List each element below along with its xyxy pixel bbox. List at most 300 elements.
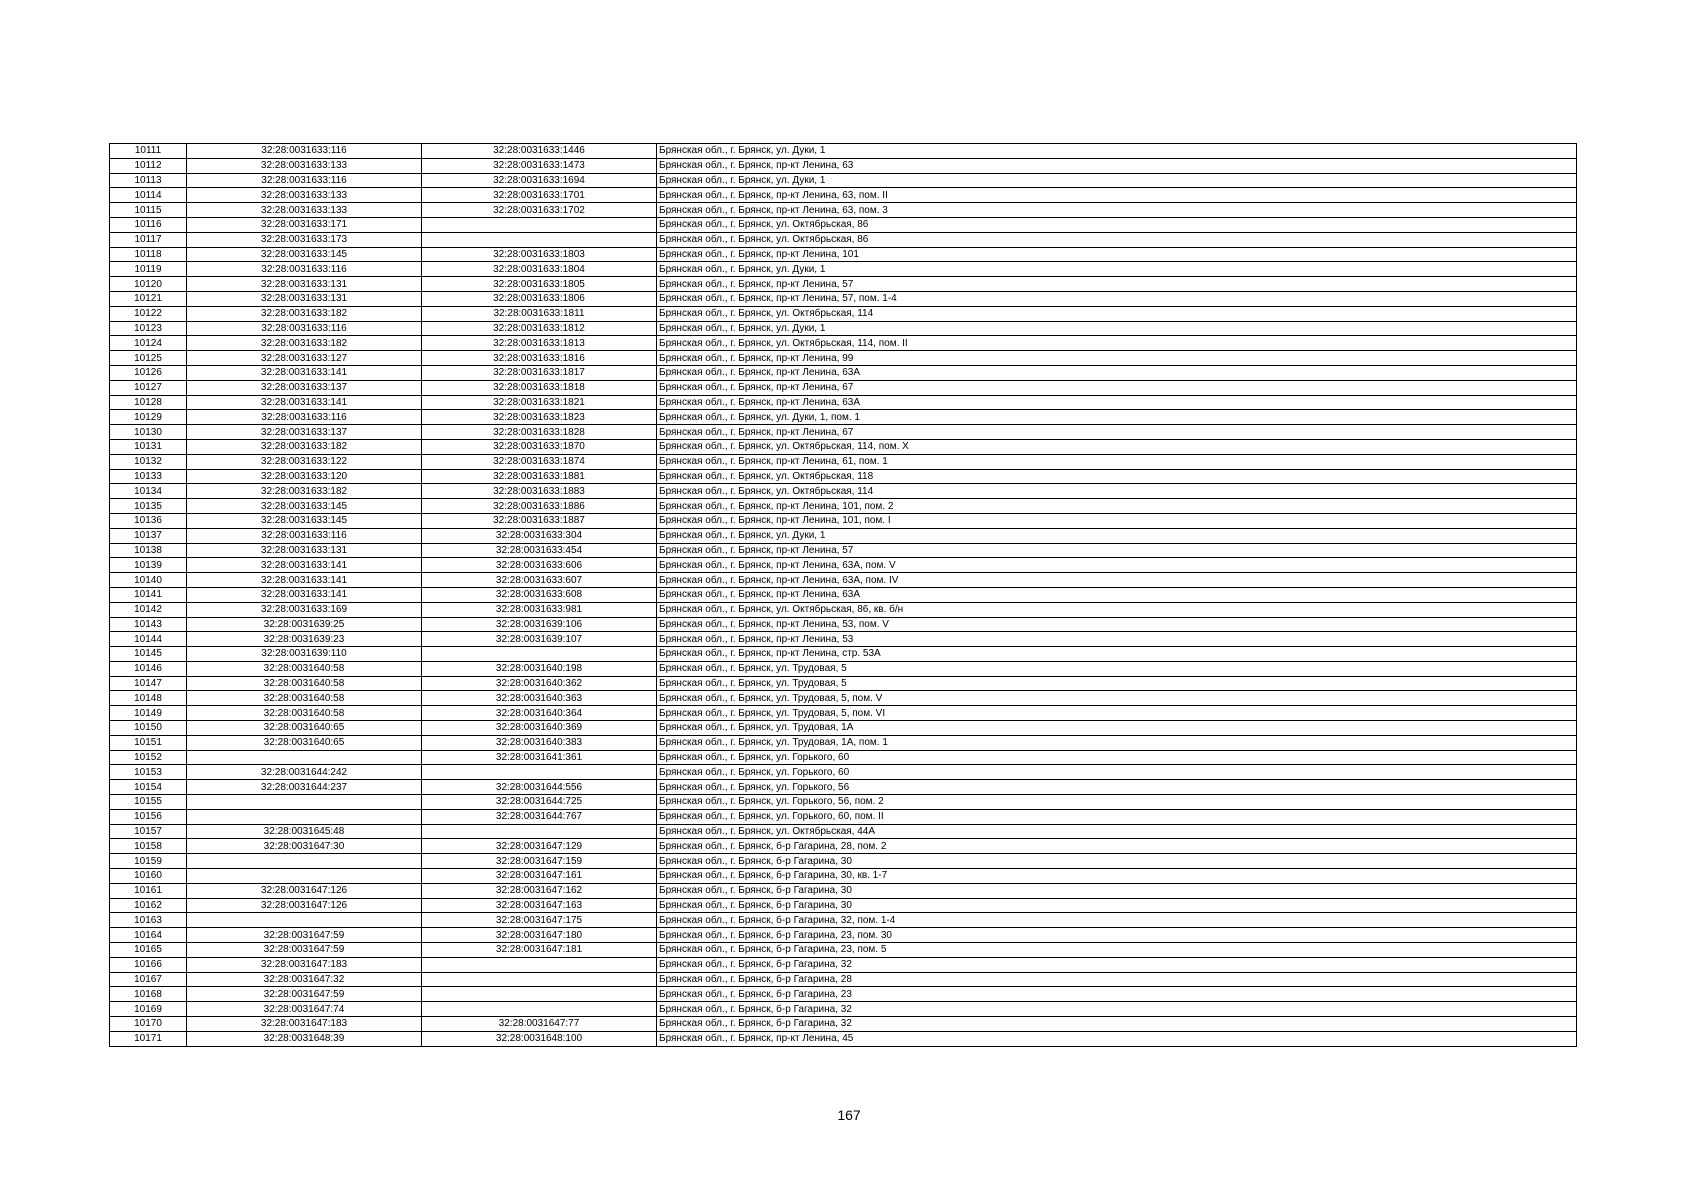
- registry-table-body: [110, 144, 1577, 1047]
- row-number-cell: 10139: [110, 558, 187, 573]
- parcel-cadastral-number-cell: 32:28:0031633:133: [187, 188, 422, 203]
- table-row: [110, 617, 1577, 632]
- address-cell: Брянская обл., г. Брянск, ул. Октябрьская, 86, кв. б/н: [657, 602, 1577, 617]
- row-number-cell: 10126: [110, 365, 187, 380]
- address-cell: Брянская обл., г. Брянск, ул. Октябрьская, 118: [657, 469, 1577, 484]
- address-cell: Брянская обл., г. Брянск, пр-кт Ленина, 63: [657, 158, 1577, 173]
- parcel-cadastral-number-cell: 32:28:0031633:133: [187, 158, 422, 173]
- address-cell: Брянская обл., г. Брянск, пр-кт Ленина, 63А: [657, 587, 1577, 602]
- object-cadastral-number-cell: 32:28:0031647:162: [422, 883, 657, 898]
- row-number-cell: 10132: [110, 454, 187, 469]
- address-cell: Брянская обл., г. Брянск, ул. Трудовая, 5: [657, 661, 1577, 676]
- object-cadastral-number-cell: 32:28:0031633:1881: [422, 469, 657, 484]
- object-cadastral-number-cell: 32:28:0031639:107: [422, 632, 657, 647]
- table-row: [110, 484, 1577, 499]
- parcel-cadastral-number-cell: 32:28:0031633:141: [187, 587, 422, 602]
- table-row: [110, 854, 1577, 869]
- address-cell: Брянская обл., г. Брянск, ул. Октябрьская, 86: [657, 232, 1577, 247]
- row-number-cell: 10165: [110, 943, 187, 958]
- address-cell: Брянская обл., г. Брянск, б-р Гагарина, 30, кв. 1-7: [657, 869, 1577, 884]
- parcel-cadastral-number-cell: 32:28:0031633:171: [187, 217, 422, 232]
- parcel-cadastral-number-cell: [187, 795, 422, 810]
- table-row: [110, 647, 1577, 662]
- row-number-cell: 10136: [110, 513, 187, 528]
- parcel-cadastral-number-cell: [187, 869, 422, 884]
- table-row: [110, 928, 1577, 943]
- row-number-cell: 10114: [110, 188, 187, 203]
- object-cadastral-number-cell: [422, 987, 657, 1002]
- table-row: [110, 602, 1577, 617]
- object-cadastral-number-cell: 32:28:0031633:1816: [422, 351, 657, 366]
- row-number-cell: 10112: [110, 158, 187, 173]
- object-cadastral-number-cell: 32:28:0031647:161: [422, 869, 657, 884]
- object-cadastral-number-cell: [422, 824, 657, 839]
- page-number: 167: [837, 1107, 861, 1123]
- table-row: [110, 765, 1577, 780]
- address-cell: Брянская обл., г. Брянск, б-р Гагарина, 32: [657, 957, 1577, 972]
- row-number-cell: 10138: [110, 543, 187, 558]
- object-cadastral-number-cell: 32:28:0031633:1804: [422, 262, 657, 277]
- address-cell: Брянская обл., г. Брянск, ул. Горького, 60, пом. II: [657, 809, 1577, 824]
- row-number-cell: 10116: [110, 217, 187, 232]
- object-cadastral-number-cell: 32:28:0031647:181: [422, 943, 657, 958]
- row-number-cell: 10137: [110, 528, 187, 543]
- table-row: [110, 203, 1577, 218]
- parcel-cadastral-number-cell: 32:28:0031633:141: [187, 558, 422, 573]
- object-cadastral-number-cell: [422, 972, 657, 987]
- object-cadastral-number-cell: 32:28:0031647:159: [422, 854, 657, 869]
- row-number-cell: 10142: [110, 602, 187, 617]
- row-number-cell: 10163: [110, 913, 187, 928]
- row-number-cell: 10158: [110, 839, 187, 854]
- address-cell: Брянская обл., г. Брянск, пр-кт Ленина, стр. 53А: [657, 647, 1577, 662]
- parcel-cadastral-number-cell: 32:28:0031633:141: [187, 395, 422, 410]
- row-number-cell: 10131: [110, 439, 187, 454]
- address-cell: Брянская обл., г. Брянск, пр-кт Ленина, 67: [657, 425, 1577, 440]
- object-cadastral-number-cell: 32:28:0031633:1818: [422, 380, 657, 395]
- table-row: [110, 809, 1577, 824]
- row-number-cell: 10118: [110, 247, 187, 262]
- object-cadastral-number-cell: 32:28:0031633:1883: [422, 484, 657, 499]
- object-cadastral-number-cell: 32:28:0031641:361: [422, 750, 657, 765]
- row-number-cell: 10151: [110, 735, 187, 750]
- object-cadastral-number-cell: 32:28:0031633:1446: [422, 144, 657, 159]
- row-number-cell: 10145: [110, 647, 187, 662]
- table-row: [110, 395, 1577, 410]
- object-cadastral-number-cell: 32:28:0031633:981: [422, 602, 657, 617]
- parcel-cadastral-number-cell: 32:28:0031640:58: [187, 661, 422, 676]
- table-row: [110, 144, 1577, 159]
- address-cell: Брянская обл., г. Брянск, пр-кт Ленина, 101: [657, 247, 1577, 262]
- row-number-cell: 10121: [110, 291, 187, 306]
- object-cadastral-number-cell: 32:28:0031647:180: [422, 928, 657, 943]
- row-number-cell: 10156: [110, 809, 187, 824]
- address-cell: Брянская обл., г. Брянск, пр-кт Ленина, 63А, пом. V: [657, 558, 1577, 573]
- row-number-cell: 10153: [110, 765, 187, 780]
- address-cell: Брянская обл., г. Брянск, пр-кт Ленина, 61, пом. 1: [657, 454, 1577, 469]
- row-number-cell: 10152: [110, 750, 187, 765]
- object-cadastral-number-cell: [422, 1002, 657, 1017]
- row-number-cell: 10115: [110, 203, 187, 218]
- object-cadastral-number-cell: 32:28:0031633:606: [422, 558, 657, 573]
- row-number-cell: 10127: [110, 380, 187, 395]
- parcel-cadastral-number-cell: 32:28:0031633:116: [187, 410, 422, 425]
- object-cadastral-number-cell: 32:28:0031644:556: [422, 780, 657, 795]
- address-cell: Брянская обл., г. Брянск, пр-кт Ленина, 63А: [657, 395, 1577, 410]
- table-row: [110, 1031, 1577, 1046]
- row-number-cell: 10113: [110, 173, 187, 188]
- object-cadastral-number-cell: 32:28:0031633:1473: [422, 158, 657, 173]
- table-row: [110, 173, 1577, 188]
- table-row: [110, 365, 1577, 380]
- object-cadastral-number-cell: [422, 232, 657, 247]
- parcel-cadastral-number-cell: 32:28:0031633:133: [187, 203, 422, 218]
- object-cadastral-number-cell: 32:28:0031633:1821: [422, 395, 657, 410]
- address-cell: Брянская обл., г. Брянск, пр-кт Ленина, 53, пом. V: [657, 617, 1577, 632]
- address-cell: Брянская обл., г. Брянск, ул. Октябрьская, 114, пом. II: [657, 336, 1577, 351]
- table-row: [110, 306, 1577, 321]
- row-number-cell: 10130: [110, 425, 187, 440]
- table-row: [110, 573, 1577, 588]
- row-number-cell: 10169: [110, 1002, 187, 1017]
- address-cell: Брянская обл., г. Брянск, б-р Гагарина, 30: [657, 883, 1577, 898]
- row-number-cell: 10146: [110, 661, 187, 676]
- table-row: [110, 972, 1577, 987]
- object-cadastral-number-cell: 32:28:0031633:1874: [422, 454, 657, 469]
- row-number-cell: 10170: [110, 1017, 187, 1032]
- registry-table: [109, 143, 1577, 1047]
- parcel-cadastral-number-cell: 32:28:0031633:182: [187, 336, 422, 351]
- address-cell: Брянская обл., г. Брянск, ул. Трудовая, 5, пом. VI: [657, 706, 1577, 721]
- table-row: [110, 869, 1577, 884]
- parcel-cadastral-number-cell: 32:28:0031633:116: [187, 321, 422, 336]
- object-cadastral-number-cell: [422, 765, 657, 780]
- row-number-cell: 10117: [110, 232, 187, 247]
- parcel-cadastral-number-cell: 32:28:0031644:242: [187, 765, 422, 780]
- row-number-cell: 10111: [110, 144, 187, 159]
- row-number-cell: 10133: [110, 469, 187, 484]
- row-number-cell: 10161: [110, 883, 187, 898]
- parcel-cadastral-number-cell: 32:28:0031640:58: [187, 691, 422, 706]
- table-row: [110, 780, 1577, 795]
- object-cadastral-number-cell: 32:28:0031640:198: [422, 661, 657, 676]
- parcel-cadastral-number-cell: 32:28:0031633:131: [187, 277, 422, 292]
- table-row: [110, 410, 1577, 425]
- parcel-cadastral-number-cell: 32:28:0031647:32: [187, 972, 422, 987]
- row-number-cell: 10154: [110, 780, 187, 795]
- address-cell: Брянская обл., г. Брянск, ул. Октябрьская, 114: [657, 306, 1577, 321]
- row-number-cell: 10143: [110, 617, 187, 632]
- object-cadastral-number-cell: 32:28:0031647:77: [422, 1017, 657, 1032]
- table-row: [110, 632, 1577, 647]
- table-row: [110, 957, 1577, 972]
- table-row: [110, 558, 1577, 573]
- table-row: [110, 454, 1577, 469]
- parcel-cadastral-number-cell: 32:28:0031633:145: [187, 247, 422, 262]
- table-row: [110, 336, 1577, 351]
- row-number-cell: 10124: [110, 336, 187, 351]
- parcel-cadastral-number-cell: 32:28:0031639:110: [187, 647, 422, 662]
- parcel-cadastral-number-cell: 32:28:0031647:74: [187, 1002, 422, 1017]
- object-cadastral-number-cell: 32:28:0031644:725: [422, 795, 657, 810]
- object-cadastral-number-cell: 32:28:0031633:1828: [422, 425, 657, 440]
- row-number-cell: 10167: [110, 972, 187, 987]
- address-cell: Брянская обл., г. Брянск, ул. Дуки, 1: [657, 262, 1577, 277]
- table-row: [110, 735, 1577, 750]
- table-row: [110, 425, 1577, 440]
- row-number-cell: 10149: [110, 706, 187, 721]
- address-cell: Брянская обл., г. Брянск, ул. Трудовая, 1А: [657, 721, 1577, 736]
- table-row: [110, 661, 1577, 676]
- address-cell: Брянская обл., г. Брянск, ул. Октябрьская, 86: [657, 217, 1577, 232]
- parcel-cadastral-number-cell: 32:28:0031633:141: [187, 573, 422, 588]
- parcel-cadastral-number-cell: 32:28:0031647:183: [187, 957, 422, 972]
- parcel-cadastral-number-cell: 32:28:0031647:59: [187, 987, 422, 1002]
- object-cadastral-number-cell: 32:28:0031633:1803: [422, 247, 657, 262]
- address-cell: Брянская обл., г. Брянск, пр-кт Ленина, 57: [657, 277, 1577, 292]
- address-cell: Брянская обл., г. Брянск, ул. Октябрьская, 114, пом. X: [657, 439, 1577, 454]
- address-cell: Брянская обл., г. Брянск, пр-кт Ленина, 63А, пом. IV: [657, 573, 1577, 588]
- row-number-cell: 10144: [110, 632, 187, 647]
- parcel-cadastral-number-cell: 32:28:0031633:182: [187, 439, 422, 454]
- row-number-cell: 10160: [110, 869, 187, 884]
- object-cadastral-number-cell: 32:28:0031640:362: [422, 676, 657, 691]
- address-cell: Брянская обл., г. Брянск, б-р Гагарина, 32: [657, 1017, 1577, 1032]
- address-cell: Брянская обл., г. Брянск, пр-кт Ленина, 57, пом. 1-4: [657, 291, 1577, 306]
- object-cadastral-number-cell: 32:28:0031633:1870: [422, 439, 657, 454]
- row-number-cell: 10125: [110, 351, 187, 366]
- address-cell: Брянская обл., г. Брянск, ул. Дуки, 1: [657, 173, 1577, 188]
- parcel-cadastral-number-cell: 32:28:0031647:126: [187, 883, 422, 898]
- address-cell: Брянская обл., г. Брянск, пр-кт Ленина, 63, пом. 3: [657, 203, 1577, 218]
- table-row: [110, 587, 1577, 602]
- parcel-cadastral-number-cell: 32:28:0031639:23: [187, 632, 422, 647]
- row-number-cell: 10123: [110, 321, 187, 336]
- table-row: [110, 380, 1577, 395]
- object-cadastral-number-cell: 32:28:0031633:1887: [422, 513, 657, 528]
- object-cadastral-number-cell: 32:28:0031633:1811: [422, 306, 657, 321]
- table-row: [110, 188, 1577, 203]
- parcel-cadastral-number-cell: 32:28:0031647:126: [187, 898, 422, 913]
- address-cell: Брянская обл., г. Брянск, б-р Гагарина, 23, пом. 30: [657, 928, 1577, 943]
- table-row: [110, 247, 1577, 262]
- address-cell: Брянская обл., г. Брянск, б-р Гагарина, 23, пом. 5: [657, 943, 1577, 958]
- object-cadastral-number-cell: 32:28:0031633:1806: [422, 291, 657, 306]
- object-cadastral-number-cell: 32:28:0031640:364: [422, 706, 657, 721]
- address-cell: Брянская обл., г. Брянск, ул. Октябрьская, 114: [657, 484, 1577, 499]
- table-row: [110, 987, 1577, 1002]
- table-row: [110, 883, 1577, 898]
- parcel-cadastral-number-cell: 32:28:0031647:30: [187, 839, 422, 854]
- address-cell: Брянская обл., г. Брянск, б-р Гагарина, 28: [657, 972, 1577, 987]
- row-number-cell: 10168: [110, 987, 187, 1002]
- row-number-cell: 10166: [110, 957, 187, 972]
- registry-table-wrapper: [109, 143, 1576, 1047]
- object-cadastral-number-cell: 32:28:0031633:1823: [422, 410, 657, 425]
- address-cell: Брянская обл., г. Брянск, ул. Трудовая, 1А, пом. 1: [657, 735, 1577, 750]
- table-row: [110, 439, 1577, 454]
- table-row: [110, 943, 1577, 958]
- parcel-cadastral-number-cell: [187, 809, 422, 824]
- table-row: [110, 217, 1577, 232]
- parcel-cadastral-number-cell: 32:28:0031633:182: [187, 484, 422, 499]
- parcel-cadastral-number-cell: 32:28:0031645:48: [187, 824, 422, 839]
- table-row: [110, 706, 1577, 721]
- table-row: [110, 750, 1577, 765]
- address-cell: Брянская обл., г. Брянск, пр-кт Ленина, 63, пом. II: [657, 188, 1577, 203]
- address-cell: Брянская обл., г. Брянск, ул. Дуки, 1: [657, 528, 1577, 543]
- object-cadastral-number-cell: 32:28:0031633:1805: [422, 277, 657, 292]
- table-row: [110, 676, 1577, 691]
- address-cell: Брянская обл., г. Брянск, ул. Горького, 56, пом. 2: [657, 795, 1577, 810]
- row-number-cell: 10119: [110, 262, 187, 277]
- object-cadastral-number-cell: 32:28:0031633:1702: [422, 203, 657, 218]
- parcel-cadastral-number-cell: [187, 913, 422, 928]
- row-number-cell: 10141: [110, 587, 187, 602]
- table-row: [110, 839, 1577, 854]
- address-cell: Брянская обл., г. Брянск, ул. Горького, 60: [657, 765, 1577, 780]
- object-cadastral-number-cell: 32:28:0031633:1813: [422, 336, 657, 351]
- parcel-cadastral-number-cell: 32:28:0031633:116: [187, 528, 422, 543]
- parcel-cadastral-number-cell: 32:28:0031647:183: [187, 1017, 422, 1032]
- address-cell: Брянская обл., г. Брянск, пр-кт Ленина, 53: [657, 632, 1577, 647]
- address-cell: Брянская обл., г. Брянск, б-р Гагарина, 32: [657, 1002, 1577, 1017]
- address-cell: Брянская обл., г. Брянск, пр-кт Ленина, 101, пом. I: [657, 513, 1577, 528]
- row-number-cell: 10159: [110, 854, 187, 869]
- address-cell: Брянская обл., г. Брянск, ул. Дуки, 1, пом. 1: [657, 410, 1577, 425]
- table-row: [110, 277, 1577, 292]
- address-cell: Брянская обл., г. Брянск, б-р Гагарина, 30: [657, 898, 1577, 913]
- parcel-cadastral-number-cell: 32:28:0031640:58: [187, 676, 422, 691]
- row-number-cell: 10129: [110, 410, 187, 425]
- address-cell: Брянская обл., г. Брянск, ул. Дуки, 1: [657, 321, 1577, 336]
- object-cadastral-number-cell: 32:28:0031633:1812: [422, 321, 657, 336]
- row-number-cell: 10120: [110, 277, 187, 292]
- parcel-cadastral-number-cell: 32:28:0031633:182: [187, 306, 422, 321]
- address-cell: Брянская обл., г. Брянск, б-р Гагарина, 30: [657, 854, 1577, 869]
- table-row: [110, 543, 1577, 558]
- parcel-cadastral-number-cell: 32:28:0031633:120: [187, 469, 422, 484]
- address-cell: Брянская обл., г. Брянск, ул. Октябрьская, 44А: [657, 824, 1577, 839]
- table-row: [110, 898, 1577, 913]
- table-row: [110, 232, 1577, 247]
- table-row: [110, 513, 1577, 528]
- table-row: [110, 469, 1577, 484]
- table-row: [110, 291, 1577, 306]
- object-cadastral-number-cell: 32:28:0031647:175: [422, 913, 657, 928]
- parcel-cadastral-number-cell: 32:28:0031640:65: [187, 735, 422, 750]
- parcel-cadastral-number-cell: 32:28:0031647:59: [187, 943, 422, 958]
- parcel-cadastral-number-cell: 32:28:0031640:58: [187, 706, 422, 721]
- address-cell: Брянская обл., г. Брянск, б-р Гагарина, 23: [657, 987, 1577, 1002]
- parcel-cadastral-number-cell: 32:28:0031648:39: [187, 1031, 422, 1046]
- object-cadastral-number-cell: 32:28:0031644:767: [422, 809, 657, 824]
- parcel-cadastral-number-cell: 32:28:0031633:137: [187, 380, 422, 395]
- row-number-cell: 10150: [110, 721, 187, 736]
- row-number-cell: 10128: [110, 395, 187, 410]
- table-row: [110, 321, 1577, 336]
- address-cell: Брянская обл., г. Брянск, б-р Гагарина, 28, пом. 2: [657, 839, 1577, 854]
- object-cadastral-number-cell: 32:28:0031640:383: [422, 735, 657, 750]
- object-cadastral-number-cell: 32:28:0031633:1694: [422, 173, 657, 188]
- address-cell: Брянская обл., г. Брянск, пр-кт Ленина, 63А: [657, 365, 1577, 380]
- table-row: [110, 262, 1577, 277]
- table-row: [110, 721, 1577, 736]
- address-cell: Брянская обл., г. Брянск, ул. Трудовая, 5, пом. V: [657, 691, 1577, 706]
- parcel-cadastral-number-cell: 32:28:0031633:116: [187, 262, 422, 277]
- address-cell: Брянская обл., г. Брянск, ул. Дуки, 1: [657, 144, 1577, 159]
- parcel-cadastral-number-cell: 32:28:0031647:59: [187, 928, 422, 943]
- object-cadastral-number-cell: 32:28:0031648:100: [422, 1031, 657, 1046]
- object-cadastral-number-cell: 32:28:0031647:129: [422, 839, 657, 854]
- parcel-cadastral-number-cell: 32:28:0031633:137: [187, 425, 422, 440]
- table-row: [110, 824, 1577, 839]
- row-number-cell: 10122: [110, 306, 187, 321]
- address-cell: Брянская обл., г. Брянск, пр-кт Ленина, 101, пом. 2: [657, 499, 1577, 514]
- row-number-cell: 10162: [110, 898, 187, 913]
- object-cadastral-number-cell: [422, 217, 657, 232]
- address-cell: Брянская обл., г. Брянск, пр-кт Ленина, 45: [657, 1031, 1577, 1046]
- object-cadastral-number-cell: 32:28:0031633:1701: [422, 188, 657, 203]
- parcel-cadastral-number-cell: 32:28:0031633:141: [187, 365, 422, 380]
- table-row: [110, 528, 1577, 543]
- parcel-cadastral-number-cell: 32:28:0031633:116: [187, 144, 422, 159]
- object-cadastral-number-cell: [422, 957, 657, 972]
- row-number-cell: 10164: [110, 928, 187, 943]
- parcel-cadastral-number-cell: 32:28:0031633:131: [187, 291, 422, 306]
- parcel-cadastral-number-cell: 32:28:0031640:65: [187, 721, 422, 736]
- parcel-cadastral-number-cell: 32:28:0031633:145: [187, 513, 422, 528]
- object-cadastral-number-cell: 32:28:0031633:1817: [422, 365, 657, 380]
- address-cell: Брянская обл., г. Брянск, пр-кт Ленина, 99: [657, 351, 1577, 366]
- parcel-cadastral-number-cell: 32:28:0031633:131: [187, 543, 422, 558]
- object-cadastral-number-cell: 32:28:0031640:363: [422, 691, 657, 706]
- parcel-cadastral-number-cell: [187, 750, 422, 765]
- object-cadastral-number-cell: 32:28:0031633:454: [422, 543, 657, 558]
- table-row: [110, 1017, 1577, 1032]
- address-cell: Брянская обл., г. Брянск, пр-кт Ленина, 67: [657, 380, 1577, 395]
- parcel-cadastral-number-cell: 32:28:0031633:169: [187, 602, 422, 617]
- parcel-cadastral-number-cell: 32:28:0031633:145: [187, 499, 422, 514]
- parcel-cadastral-number-cell: 32:28:0031644:237: [187, 780, 422, 795]
- address-cell: Брянская обл., г. Брянск, ул. Горького, 60: [657, 750, 1577, 765]
- parcel-cadastral-number-cell: [187, 854, 422, 869]
- address-cell: Брянская обл., г. Брянск, пр-кт Ленина, 57: [657, 543, 1577, 558]
- table-row: [110, 913, 1577, 928]
- table-row: [110, 691, 1577, 706]
- parcel-cadastral-number-cell: 32:28:0031639:25: [187, 617, 422, 632]
- object-cadastral-number-cell: 32:28:0031633:304: [422, 528, 657, 543]
- table-row: [110, 1002, 1577, 1017]
- object-cadastral-number-cell: [422, 647, 657, 662]
- object-cadastral-number-cell: 32:28:0031640:369: [422, 721, 657, 736]
- parcel-cadastral-number-cell: 32:28:0031633:116: [187, 173, 422, 188]
- table-row: [110, 499, 1577, 514]
- object-cadastral-number-cell: 32:28:0031633:1886: [422, 499, 657, 514]
- object-cadastral-number-cell: 32:28:0031647:163: [422, 898, 657, 913]
- parcel-cadastral-number-cell: 32:28:0031633:127: [187, 351, 422, 366]
- table-row: [110, 351, 1577, 366]
- table-row: [110, 158, 1577, 173]
- row-number-cell: 10134: [110, 484, 187, 499]
- table-row: [110, 795, 1577, 810]
- parcel-cadastral-number-cell: 32:28:0031633:122: [187, 454, 422, 469]
- row-number-cell: 10135: [110, 499, 187, 514]
- row-number-cell: 10171: [110, 1031, 187, 1046]
- object-cadastral-number-cell: 32:28:0031639:106: [422, 617, 657, 632]
- row-number-cell: 10157: [110, 824, 187, 839]
- row-number-cell: 10155: [110, 795, 187, 810]
